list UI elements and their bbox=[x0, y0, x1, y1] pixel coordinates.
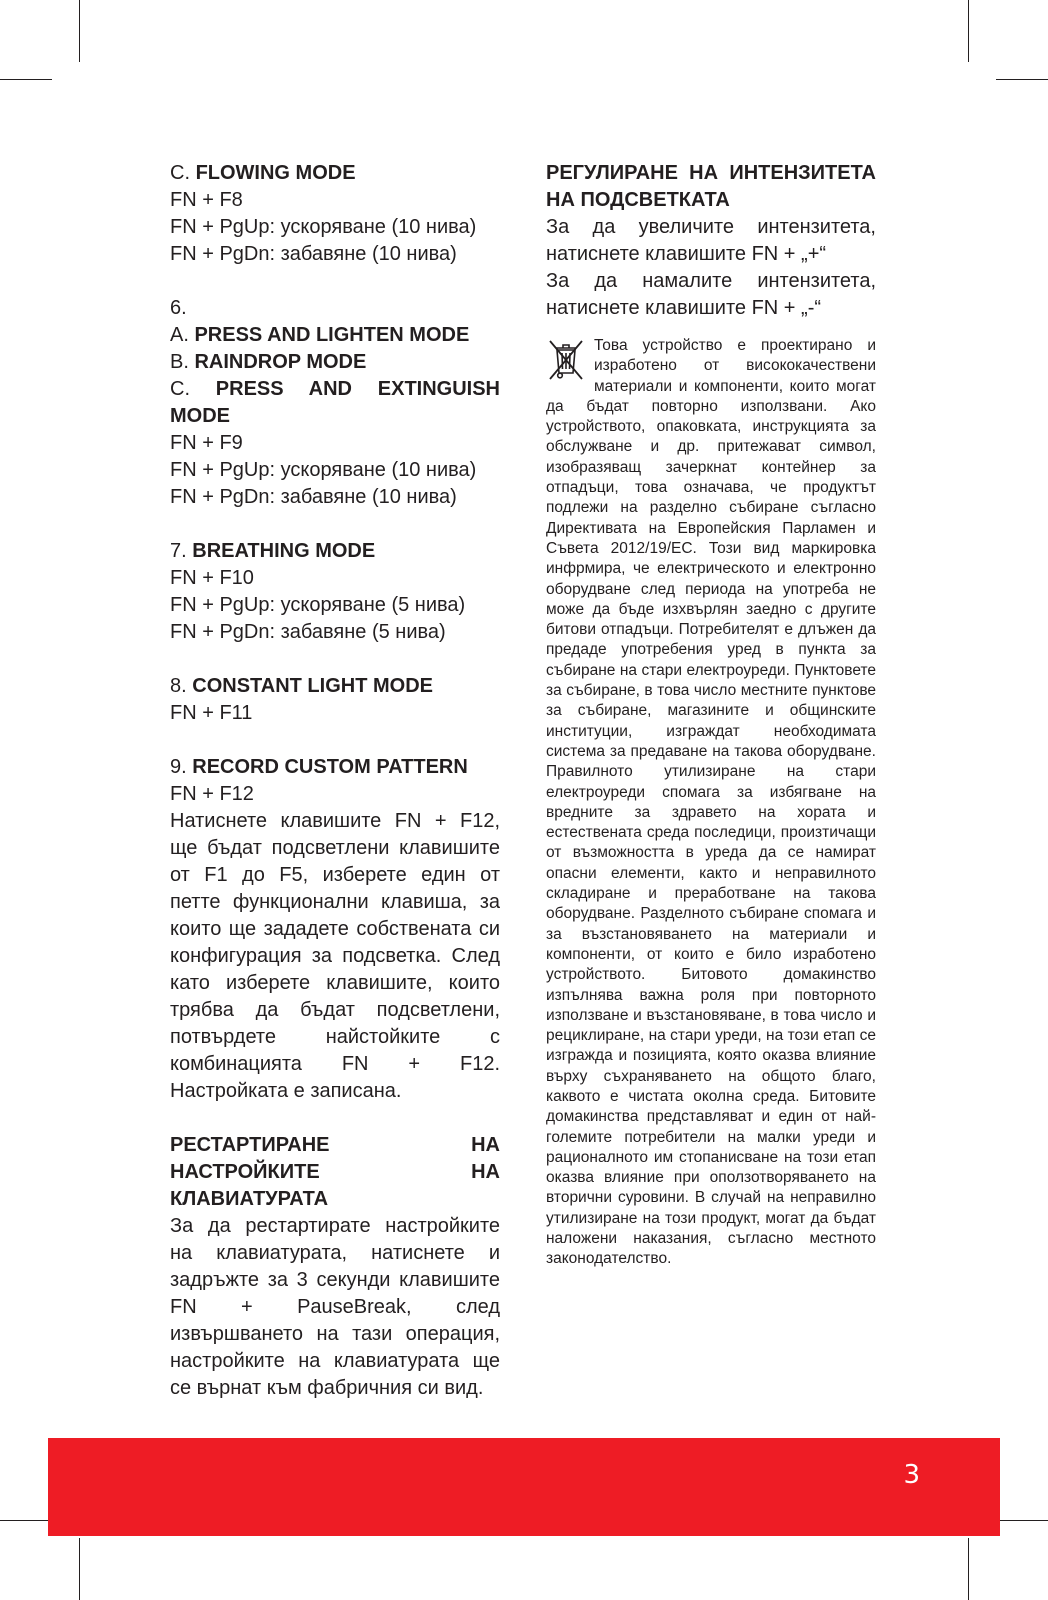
s7-line: FN + PgDn: забавяне (5 нива) bbox=[170, 621, 446, 643]
crop-mark bbox=[0, 1520, 52, 1521]
reset-text: За да рестартирате настройките на клавиатурата, натиснете и задръжте за 3 секунди клавишите FN + PauseBreak, след извършването на тази операция, настройките на клавиатурата ще се върнат към фабричния си вид. bbox=[170, 1215, 500, 1399]
crop-mark bbox=[0, 79, 52, 80]
reset-heading: РЕСТАРТИРАНЕ НА НАСТРОЙКИТЕ НА КЛАВИАТУРАТА bbox=[170, 1134, 500, 1210]
s9-line: FN + F12 bbox=[170, 783, 254, 805]
flowing-line: FN + PgUp: ускоряване (10 нива) bbox=[170, 216, 477, 238]
s6-line: FN + F9 bbox=[170, 432, 243, 454]
breathing-heading: 7. BREATHING MODE bbox=[170, 540, 376, 562]
flowing-line: FN + PgDn: забавяне (10 нива) bbox=[170, 243, 457, 265]
press-lighten-heading: A. PRESS AND LIGHTEN MODE bbox=[170, 324, 470, 346]
s7-line: FN + F10 bbox=[170, 567, 254, 589]
flowing-line: FN + F8 bbox=[170, 189, 243, 211]
right-column bbox=[546, 160, 876, 1270]
increase-text: За да увеличите интензитета, натиснете клавишите FN + „+“ bbox=[546, 216, 876, 265]
crossed-out-wheelie-bin-icon bbox=[546, 338, 586, 382]
raindrop-heading: B. RAINDROP MODE bbox=[170, 351, 367, 373]
flowing-mode-heading: C. FLOWING MODE bbox=[170, 162, 356, 184]
section-6-number: 6. bbox=[170, 297, 187, 319]
crop-mark bbox=[968, 1538, 969, 1600]
crop-mark bbox=[79, 0, 80, 62]
s8-line: FN + F11 bbox=[170, 702, 253, 724]
record-pattern-heading: 9. RECORD CUSTOM PATTERN bbox=[170, 756, 468, 778]
intensity-heading: РЕГУЛИРАНЕ НА ИНТЕНЗИТЕТА НА ПОДСВЕТКАТА bbox=[546, 162, 876, 211]
crop-mark bbox=[79, 1538, 80, 1600]
weee-notice bbox=[546, 336, 876, 1270]
crop-mark bbox=[968, 0, 969, 62]
footer-bar bbox=[48, 1438, 1000, 1536]
page-number: 3 bbox=[903, 1460, 920, 1490]
weee-text: Това устройство е проектирано и изработено от висококачествени материали и компоненти, които могат да бъдат повторно използвани. Ако устройството, опаковката, инструкцията за обслужване и др. притежават символ, изобразяващ зачеркнат контейнер за отпадъци, това означава, че продуктът подлежи на разделно събиране съгласно Директивата на Европейския Парламен и Съвета 2012/19/ЕС. Този вид маркировка инфрмира, че електрическото и електронно оборудване след периода на употреба не може да бъде изхвърлян заедно с другите битови отпадъци. Потребителят е длъжен да предаде употребения уред в пункта за събиране на стари електроуреди. Пунктовете за събиране, в това число местните пунктове за събиране, магазините и общинските институции, изграждат необходимата система за предаване на такова оборудване. Правилното утилизиране на стари електроуреди спомага за избягване на вредните за здравето на хората и естествената среда последици, произтичащи от възможността в уреда да се намират опасни елементи, както и неправилното складиране и преработване на такова оборудване. Разделното събиране спомага и за възстановяването на материали и компоненти, от които е било изработено устройството. Битовото домакинство изпълнява важна роля при повторното използване и възстановяване, в това число и рециклиране, на стари уреди, на този етап се изгражда и позицията, която оказва влияние върху съхраняването на общото благо, каквото е чистата околна среда. Битовите домакинства представляват и един от най-големите потребители на малки уреди и рационалното им стопанисване на този етап оказва влияние при оползотворяването на вторични суровини. В случай на неправилно утилизиране на този продукт, могат да бъдат наложени наказания, съгласно местното законодателство. bbox=[546, 337, 876, 1268]
left-column bbox=[170, 160, 500, 1402]
constant-light-heading: 8. CONSTANT LIGHT MODE bbox=[170, 675, 433, 697]
press-extinguish-heading: C. PRESS AND EXTINGUISH MODE bbox=[170, 378, 500, 427]
s6-line: FN + PgDn: забавяне (10 нива) bbox=[170, 486, 457, 508]
s6-line: FN + PgUp: ускоряване (10 нива) bbox=[170, 459, 477, 481]
record-pattern-text: Натиснете клавишите FN + F12, ще бъдат подсветлени клавишите от F1 до F5, изберете един от петте функционални клавиша, за които ще зададете собствената си конфигурация за подсветка. След като изберете клавишите, които трябва да бъдат подсветлени, потвърдете найстойките с комбинацията FN + F12. Настройката е записана. bbox=[170, 810, 500, 1102]
s7-line: FN + PgUp: ускоряване (5 нива) bbox=[170, 594, 466, 616]
decrease-text: За да намалите интензитета, натиснете клавишите FN + „-“ bbox=[546, 270, 876, 319]
crop-mark bbox=[996, 1520, 1048, 1521]
crop-mark bbox=[996, 79, 1048, 80]
